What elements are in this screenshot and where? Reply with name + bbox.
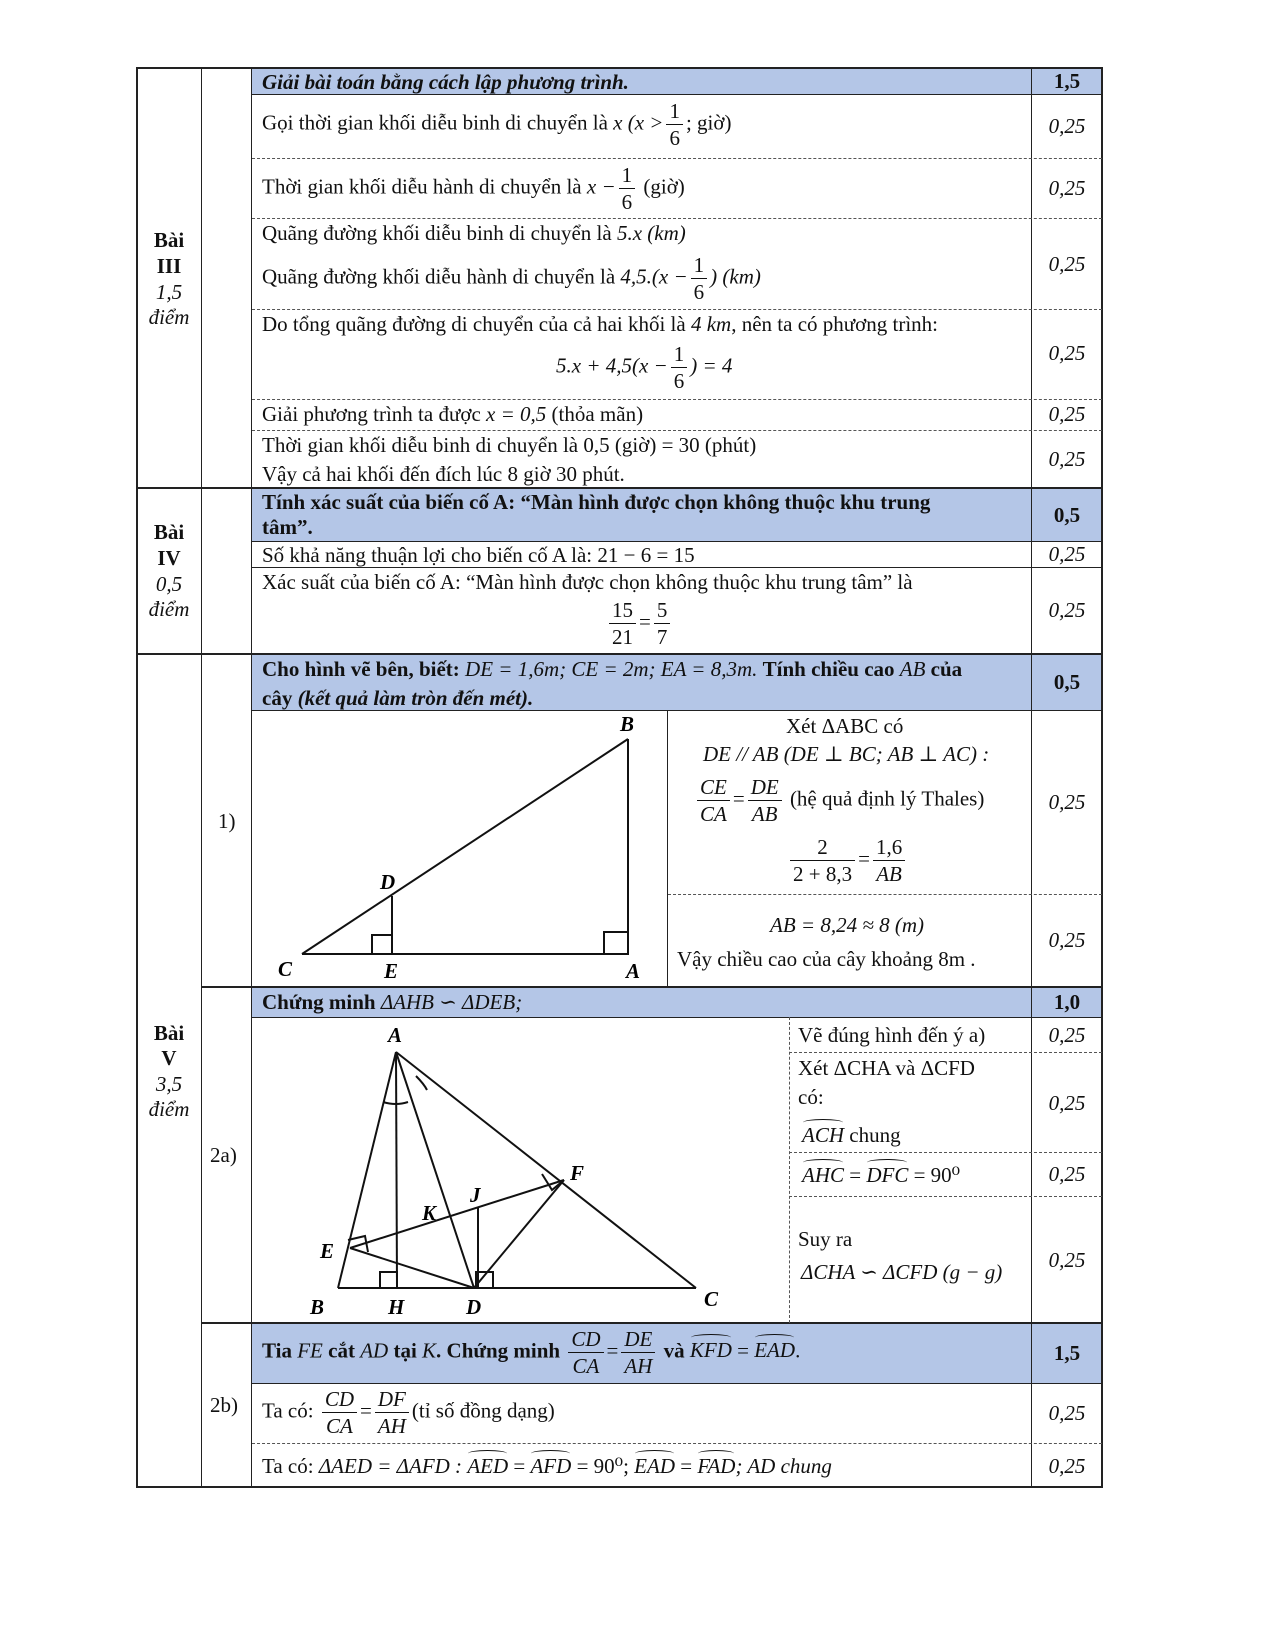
bai4-row2-fraction: $\frac{15}{21}$ = $\frac{5}{7}$ [606, 597, 673, 650]
bai3-label-4: điểm [148, 305, 190, 329]
bai5-part2a-r3: AHC = DFC = 90⁰ [802, 1163, 961, 1187]
bai3-row6b: Vậy cả hai khối đến đích lúc 8 giờ 30 phút. [262, 462, 625, 486]
bai4-header-score: 0,5 [1053, 503, 1081, 527]
bai5-part1-header-score: 0,5 [1053, 670, 1081, 694]
bai5-part1-score-1: 0,25 [1048, 790, 1086, 814]
fig1-label-E: E [384, 959, 399, 983]
figure-triangle-abc [252, 1018, 788, 1322]
bai3-row4-equation: 5.x + 4,5(x − $\frac{1}{6}$ ) = 4 [556, 342, 733, 393]
bai4-row1-score: 0,25 [1048, 542, 1086, 566]
bai3-row2: Thời gian khối diễu hành di chuyển là x − $\frac{1}{6}$ (giờ) [262, 163, 685, 214]
bai5-part2b-r2: Ta có: ΔAED = ΔAFD : AED = AFD = 90⁰; EAD = FAD; AD chung [262, 1454, 832, 1478]
bai5-part2b-score-1: 0,25 [1048, 1401, 1086, 1425]
bai5-part2a-r1: Vẽ đúng hình đến ý a) [798, 1023, 986, 1047]
fig1-label-B: B [620, 712, 635, 736]
bai3-label-3: 1,5 [155, 280, 183, 304]
bai5-part1-s2: DE // AB (DE ⊥ BC; AB ⊥ AC) : [703, 742, 990, 766]
bai5-part2a-score-2: 0,25 [1048, 1091, 1086, 1115]
bai5-part2b-score-2: 0,25 [1048, 1454, 1086, 1478]
bai5-part2a-score-1: 0,25 [1048, 1023, 1086, 1047]
bai3-row6-score: 0,25 [1048, 447, 1086, 471]
bai5-part1-header-line2: cây (kết quả làm tròn đến mét). [262, 686, 534, 710]
bai5-label-4: điểm [148, 1097, 190, 1121]
bai5-part2a-r4b: ΔCHA ∽ ΔCFD (g − g) [801, 1260, 1003, 1284]
bai3-header: Giải bài toán bằng cách lập phương trình. [262, 70, 629, 94]
bai5-part2a-label: 2a) [210, 1143, 237, 1167]
bai5-part1-s4: AB = 8,24 ≈ 8 (m) [770, 913, 925, 937]
bai5-part2a-r4a: Suy ra [798, 1227, 853, 1251]
bai5-part1-label: 1) [218, 809, 236, 833]
bai5-part1-s3b: $\frac{2}{2 + 8,3}$ = $\frac{1,6}{AB}$ [787, 834, 908, 887]
bai5-part2a-score-3: 0,25 [1048, 1162, 1086, 1186]
bai5-part1-s5: Vậy chiều cao của cây khoảng 8m . [677, 947, 976, 971]
fig2-label-K: K [422, 1201, 437, 1225]
bai5-part2b-r1: Ta có: $\frac{CD}{CA}$ = $\frac{DF}{AH}$ (tỉ số đồng dạng) [262, 1387, 555, 1438]
bai5-part2b-header-score: 1,5 [1053, 1341, 1081, 1365]
fig1-label-C: C [278, 957, 293, 981]
bai3-row5-score: 0,25 [1048, 402, 1086, 426]
bai4-label-2: IV [157, 546, 181, 570]
bai5-part2a-score-4: 0,25 [1048, 1248, 1086, 1272]
bai3-label-2: III [156, 254, 182, 278]
bai4-label-1: Bài [153, 520, 185, 544]
bai3-row4-score: 0,25 [1048, 341, 1086, 365]
bai4-label-3: 0,5 [155, 572, 183, 596]
fig2-label-D: D [466, 1295, 482, 1319]
bai4-row2: Xác suất của biến cố A: “Màn hình được chọn không thuộc khu trung tâm” là [262, 570, 913, 594]
bai3-row1-score: 0,25 [1048, 114, 1086, 138]
fig1-label-A: A [626, 959, 641, 983]
fig2-label-C: C [704, 1287, 719, 1311]
bai5-part2a-r2a: Xét ΔCHA và ΔCFD [798, 1056, 975, 1080]
bai5-label-3: 3,5 [155, 1072, 183, 1096]
bai3-header-score: 1,5 [1053, 69, 1081, 93]
bai3-row3b: Quãng đường khối diễu hành di chuyển là 4,5.(x − $\frac{1}{6}$ ) (km) [262, 253, 761, 304]
fig2-label-F: F [570, 1161, 585, 1185]
bai3-row6a: Thời gian khối diễu binh di chuyển là 0,5 (giờ) = 30 (phút) [262, 433, 757, 457]
fig2-label-B: B [310, 1295, 325, 1319]
bai5-part2b-label: 2b) [210, 1393, 238, 1417]
fig2-label-J: J [470, 1183, 481, 1207]
bai5-part2a-header-score: 1,0 [1053, 990, 1081, 1014]
bai4-row1: Số khả năng thuận lợi cho biến cố A là: 21 − 6 = 15 [262, 543, 695, 567]
bai5-part1-header-line1: Cho hình vẽ bên, biết: DE = 1,6m; CE = 2m; EA = 8,3m. Tính chiều cao AB của [262, 657, 963, 681]
bai5-label-1: Bài [153, 1021, 185, 1045]
fig1-label-D: D [380, 870, 396, 894]
bai5-part1-s1: Xét ΔABC có [786, 714, 904, 738]
bai5-part1-s3: $\frac{CE}{CA}$ = $\frac{DE}{AB}$ (hệ quả định lý Thales) [694, 774, 984, 827]
bai4-row2-score: 0,25 [1048, 598, 1086, 622]
bai5-part2a-r2c: ACH chung [802, 1123, 901, 1147]
bai3-row5: Giải phương trình ta được x = 0,5 (thỏa mãn) [262, 402, 644, 426]
bai5-part2a-r2b: có: [798, 1085, 824, 1109]
bai5-part2b-header: Tia FE cắt AD tại K. Chứng minh $\frac{CD}{CA}$ = $\frac{DE}{AH}$ và KFD = EAD. [262, 1327, 801, 1378]
bai4-header-1: Tính xác suất của biến cố A: “Màn hình được chọn không thuộc khu trung [262, 490, 931, 514]
bai3-row3a: Quãng đường khối diễu binh di chuyển là 5.x (km) [262, 221, 686, 245]
figure-tree-triangle [252, 711, 667, 986]
bai3-row1: Gọi thời gian khối diễu binh di chuyển là x (x > $\frac{1}{6}$ ; giờ) [262, 99, 732, 150]
fig2-label-A: A [388, 1023, 403, 1047]
bai3-row2-score: 0,25 [1048, 176, 1086, 200]
bai5-part2a-header: Chứng minh ΔAHB ∽ ΔDEB; [262, 990, 523, 1014]
bai3-row4: Do tổng quãng đường di chuyển của cả hai khối là 4 km, nên ta có phương trình: [262, 312, 938, 336]
bai3-row3-score: 0,25 [1048, 252, 1086, 276]
bai5-part1-score-2: 0,25 [1048, 928, 1086, 952]
fig2-label-H: H [388, 1295, 405, 1319]
bai4-header-2: tâm”. [262, 515, 313, 539]
bai4-label-4: điểm [148, 597, 190, 621]
bai5-label-2: V [161, 1046, 177, 1070]
bai3-label-1: Bài [153, 228, 185, 252]
fig2-label-E: E [320, 1239, 335, 1263]
